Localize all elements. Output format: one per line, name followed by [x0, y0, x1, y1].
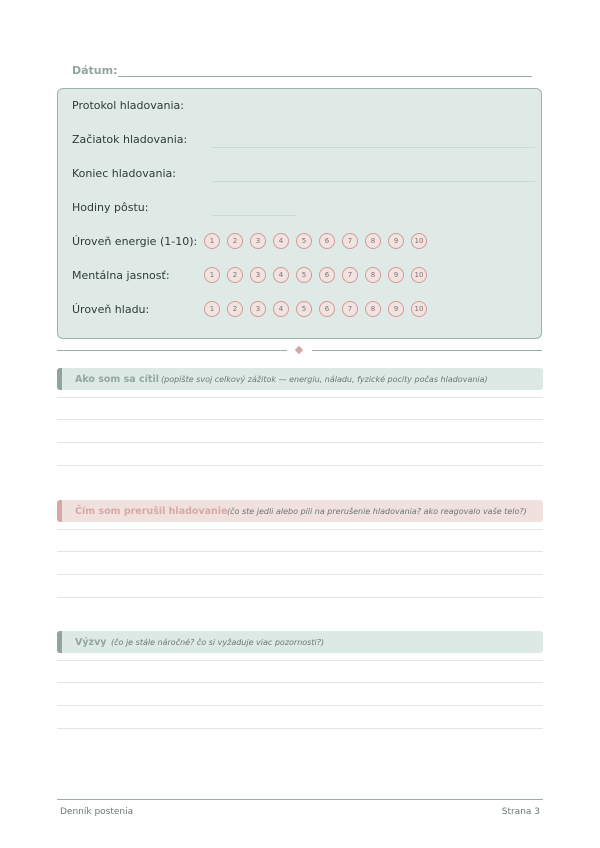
feelings-title: Ako som sa cítil [75, 374, 159, 385]
break-fast-hint: (čo ste jedli alebo pili na prerušenie hladovania? ako reagovalo vaše telo?) [227, 507, 527, 516]
rating-circle-3[interactable]: 3 [250, 301, 266, 317]
writing-line[interactable] [57, 705, 543, 706]
writing-line[interactable] [57, 682, 543, 683]
feelings-hint: (popíšte svoj celkový zážitok — energiu, náladu, fyzické pocity počas hladovania) [161, 375, 488, 384]
rating-circle-1[interactable]: 1 [204, 267, 220, 283]
rating-circle-9[interactable]: 9 [388, 233, 404, 249]
rating-circle-1[interactable]: 1 [204, 233, 220, 249]
rating-circle-5[interactable]: 5 [296, 267, 312, 283]
date-label: Dátum: [72, 64, 118, 77]
rating-circle-6[interactable]: 6 [319, 301, 335, 317]
divider-line-left [57, 350, 287, 351]
section-accent-bar [57, 368, 62, 390]
energy-scale-row [72, 233, 532, 253]
fast-end-field[interactable] [212, 181, 535, 182]
break-fast-title: Čím som prerušil hladovanie [75, 506, 228, 517]
protocol-title: Protokol hladovania: [72, 99, 184, 112]
break-fast-header [57, 500, 543, 522]
challenges-title: Výzvy [75, 637, 107, 648]
page-number: Strana 3 [501, 807, 540, 817]
writing-line[interactable] [57, 397, 543, 398]
date-field[interactable] [118, 76, 532, 77]
diamond-icon [295, 346, 303, 354]
fast-hours-field[interactable] [212, 215, 296, 216]
fast-hours-label: Hodiny pôstu: [72, 201, 149, 214]
section-accent-bar [57, 500, 62, 522]
writing-line[interactable] [57, 597, 543, 598]
rating-circle-9[interactable]: 9 [388, 301, 404, 317]
divider-line-right [312, 350, 542, 351]
writing-line[interactable] [57, 574, 543, 575]
rating-circle-6[interactable]: 6 [319, 233, 335, 249]
rating-circle-7[interactable]: 7 [342, 301, 358, 317]
rating-circle-8[interactable]: 8 [365, 233, 381, 249]
rating-circle-7[interactable]: 7 [342, 267, 358, 283]
rating-circle-10[interactable]: 10 [411, 267, 427, 283]
date-row [72, 62, 532, 80]
footer-divider [57, 799, 543, 800]
challenges-header [57, 631, 543, 653]
writing-line[interactable] [57, 551, 543, 552]
rating-circle-5[interactable]: 5 [296, 233, 312, 249]
fast-end-label: Koniec hladovania: [72, 167, 176, 180]
rating-circle-2[interactable]: 2 [227, 233, 243, 249]
rating-circle-10[interactable]: 10 [411, 233, 427, 249]
rating-circle-7[interactable]: 7 [342, 233, 358, 249]
section-divider [57, 350, 542, 352]
clarity-scale-label: Mentálna jasnosť: [72, 269, 170, 282]
fast-start-row [72, 131, 532, 151]
fasting-protocol-panel [57, 88, 542, 339]
writing-line[interactable] [57, 660, 543, 661]
fast-hours-row [72, 199, 532, 219]
section-accent-bar [57, 631, 62, 653]
rating-circle-6[interactable]: 6 [319, 267, 335, 283]
rating-circle-9[interactable]: 9 [388, 267, 404, 283]
rating-circle-3[interactable]: 3 [250, 233, 266, 249]
challenges-hint: (čo je stále náročné? čo si vyžaduje viac pozornosti?) [111, 638, 325, 647]
rating-circle-4[interactable]: 4 [273, 233, 289, 249]
rating-circle-4[interactable]: 4 [273, 267, 289, 283]
rating-circle-10[interactable]: 10 [411, 301, 427, 317]
rating-circle-8[interactable]: 8 [365, 267, 381, 283]
protocol-title-row [72, 97, 532, 117]
rating-circle-8[interactable]: 8 [365, 301, 381, 317]
fast-start-field[interactable] [212, 147, 535, 148]
rating-circle-2[interactable]: 2 [227, 301, 243, 317]
clarity-scale-row [72, 267, 532, 287]
fast-end-row [72, 165, 532, 185]
hunger-scale-row [72, 301, 532, 321]
feelings-header [57, 368, 543, 390]
writing-line[interactable] [57, 419, 543, 420]
footer-title: Denník postenia [60, 807, 134, 817]
rating-circle-1[interactable]: 1 [204, 301, 220, 317]
writing-line[interactable] [57, 465, 543, 466]
hunger-scale-label: Úroveň hladu: [72, 303, 150, 316]
writing-line[interactable] [57, 728, 543, 729]
rating-circle-5[interactable]: 5 [296, 301, 312, 317]
writing-line[interactable] [57, 442, 543, 443]
rating-circle-3[interactable]: 3 [250, 267, 266, 283]
rating-circle-4[interactable]: 4 [273, 301, 289, 317]
writing-line[interactable] [57, 529, 543, 530]
energy-scale-label: Úroveň energie (1-10): [72, 235, 198, 248]
rating-circle-2[interactable]: 2 [227, 267, 243, 283]
fast-start-label: Začiatok hladovania: [72, 133, 188, 146]
